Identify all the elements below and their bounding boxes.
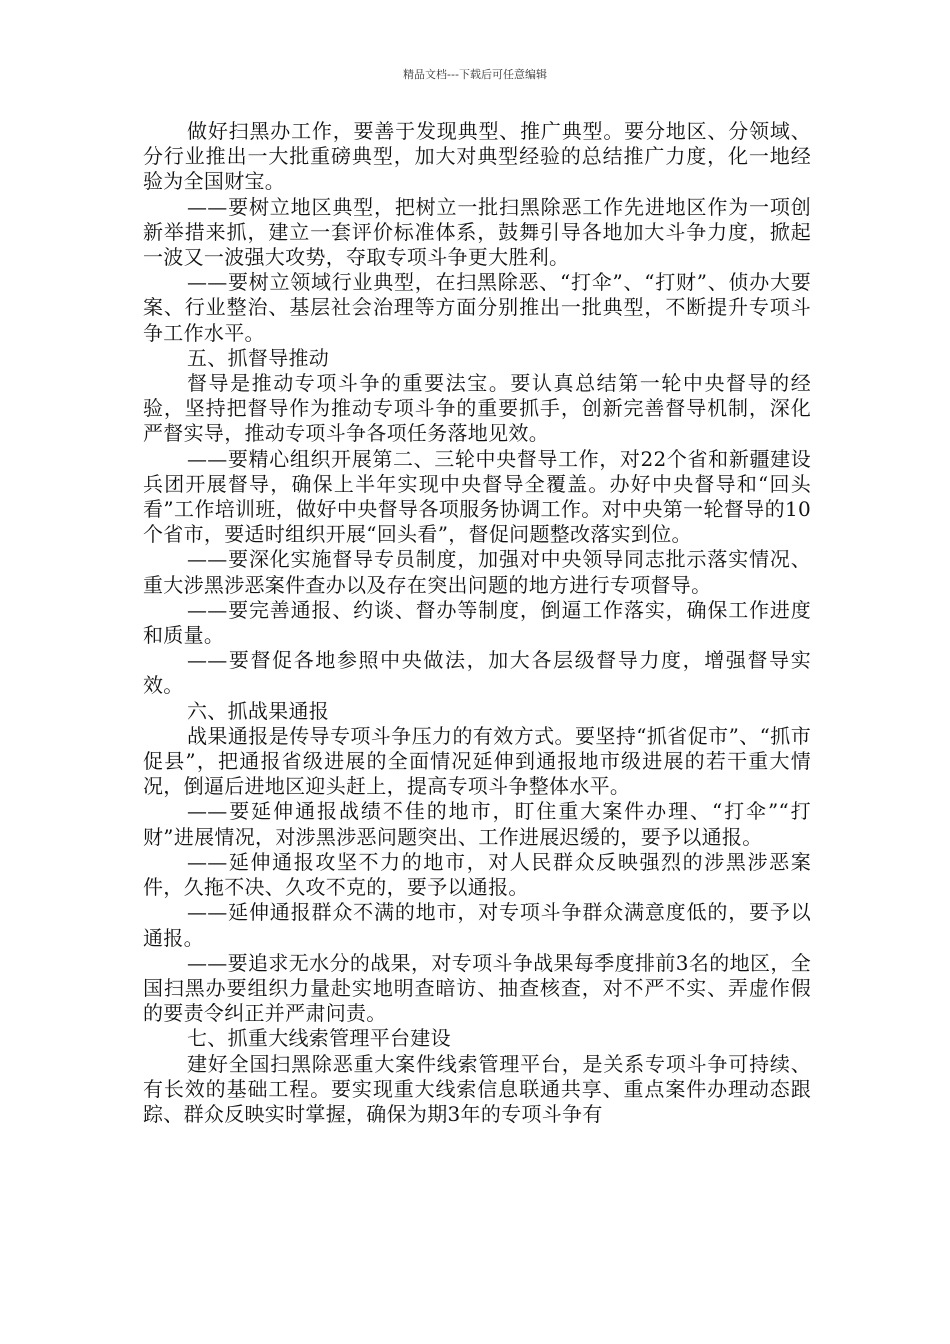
paragraph-results-report: 战果通报是传导专项斗争压力的有效方式。要坚持“抓省促市”、“抓市促县”，把通报省级进展的全面情况延伸到通报地市级进展的若干重大情况，倒逼后进地区迎头赶上，提高专项斗争整体水平。 (143, 723, 811, 799)
paragraph-poor-results: ——要延伸通报战绩不佳的地市，盯住重大案件办理、“打伞”“打财”进展情况，对涉黑涉恶问题突出、工作进展迟缓的，要予以通报。 (143, 799, 811, 849)
paragraph-weak-efforts: ——延伸通报攻坚不力的地市，对人民群众反映强烈的涉黑涉恶案件，久拖不决、久攻不克的，要予以通报。 (143, 849, 811, 900)
paragraph-local-supervision: ——要督促各地参照中央做法，加大各层级督导力度，增强督导实效。 (143, 648, 811, 698)
paragraph-dissatisfaction: ——延伸通报群众不满的地市，对专项斗争群众满意度低的，要予以通报。 (143, 900, 811, 950)
paragraph-industry-models: ——要树立领域行业典型，在扫黑除恶、“打伞”、“打财”、侦办大要案、行业整治、基层社会治理等方面分别推出一批典型，不断提升专项斗争工作水平。 (143, 270, 811, 345)
paragraph-supervision: 督导是推动专项斗争的重要法宝。要认真总结第一轮中央督导的经验，坚持把督导作为推动专项斗争的重要抓手，创新完善督导机制，深化严督实导，推动专项斗争各项任务落地见效。 (143, 371, 811, 446)
paragraph-regional-models: ——要树立地区典型，把树立一批扫黑除恶工作先进地区作为一项创新举措来抓，建立一套评价标准体系，鼓舞引导各地加大斗争力度，掀起一波又一波强大攻势，夺取专项斗争更大胜利。 (143, 194, 811, 270)
paragraph-platform: 建好全国扫黑除恶重大案件线索管理平台，是关系专项斗争可持续、有长效的基础工程。要实现重大线索信息联通共享、重点案件办理动态跟踪、群众反映实时掌握，确保为期3年的专项斗争有 (143, 1051, 811, 1126)
paragraph-notification-system: ——要完善通报、约谈、督办等制度，倒逼工作落实，确保工作进度和质量。 (143, 597, 811, 648)
page-header: 精品文档---下载后可任意编辑 (403, 68, 547, 81)
section-heading-5: 五、抓督导推动 (187, 345, 330, 370)
paragraph-genuine-results: ——要追求无水分的战果，对专项斗争战果每季度排前3名的地区，全国扫黑办要组织力量赴实地明查暗访、抽查核查，对不严不实、弄虚作假的要责令纠正并严肃问责。 (143, 950, 811, 1026)
paragraph-central-supervision: ——要精心组织开展第二、三轮中央督导工作，对22个省和新疆建设兵团开展督导，确保上半年实现中央督导全覆盖。办好中央督导和“回头看”工作培训班，做好中央督导各项服务协调工作。对中央第一轮督导的10个省市，要适时组织开展“回头看”，督促问题整改落实到位。 (143, 446, 811, 547)
paragraph-supervision-commissioner: ——要深化实施督导专员制度，加强对中央领导同志批示落实情况、重大涉黑涉恶案件查办以及存在突出问题的地方进行专项督导。 (143, 547, 811, 597)
section-heading-6: 六、抓战果通报 (187, 698, 330, 723)
paragraph-intro: 做好扫黑办工作，要善于发现典型、推广典型。要分地区、分领域、分行业推出一大批重磅典型，加大对典型经验的总结推广力度，化一地经验为全国财宝。 (143, 119, 811, 194)
document-body (143, 119, 811, 1127)
section-heading-7: 七、抓重大线索管理平台建设 (187, 1026, 451, 1051)
